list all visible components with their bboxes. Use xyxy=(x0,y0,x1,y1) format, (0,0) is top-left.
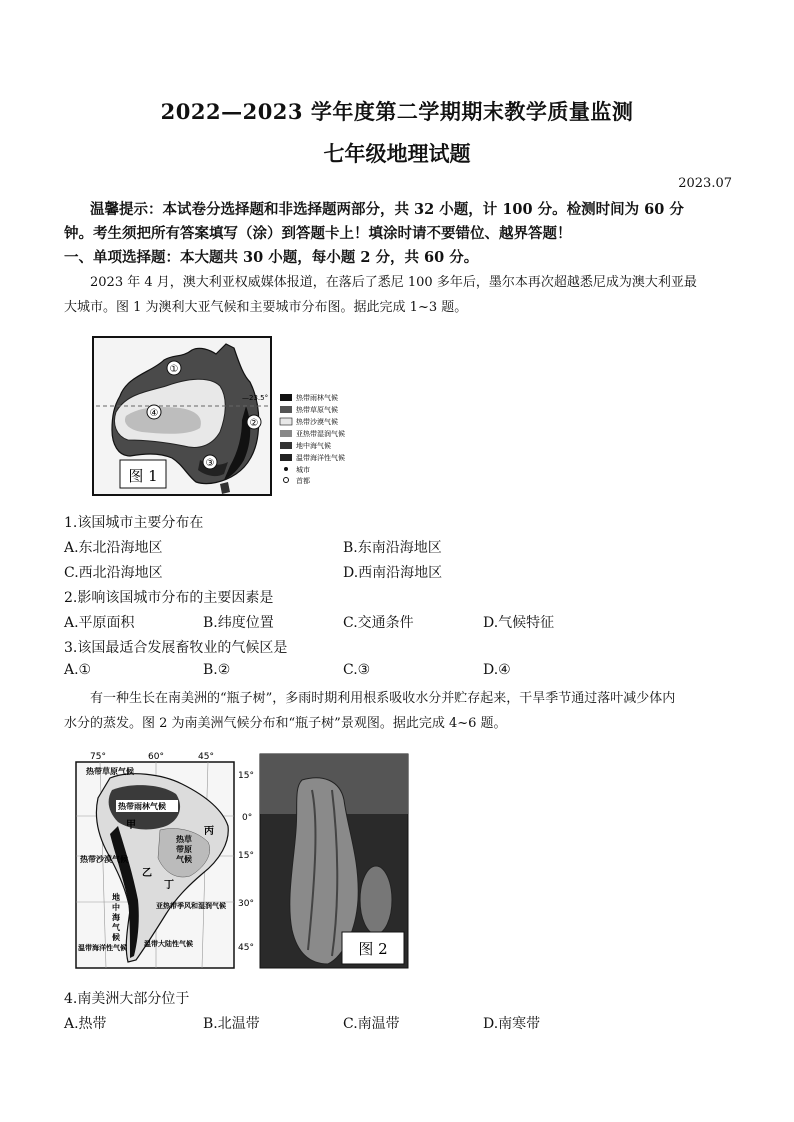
question-4-option-d[interactable]: D.南寒带 xyxy=(483,1016,541,1032)
legend-item-5: 地中海气候 xyxy=(296,442,331,450)
label-subtropical: 亚热带季风和湿润气候 xyxy=(156,902,226,910)
label-yi: 乙 xyxy=(142,868,152,879)
legend-city-dot xyxy=(284,467,288,471)
figure2-south-america xyxy=(72,750,410,972)
section-heading: 一、单项选择题：本大题共 30 小题，每小题 2 分，共 60 分。 xyxy=(64,249,479,266)
figure2-svg xyxy=(72,750,410,972)
label-desert: 热带沙漠气候 xyxy=(80,855,128,864)
label-jia: 甲 xyxy=(126,820,136,831)
legend-item-8: 首都 xyxy=(296,477,310,485)
legend-swatch-3 xyxy=(280,418,292,425)
label-top-savanna: 热带草原气候 xyxy=(86,767,134,776)
label-continental: 温带大陆性气候 xyxy=(144,940,193,948)
exam-title: 2022—2023 学年度第二学期期末教学质量监测 xyxy=(160,99,634,124)
latitude-label: —23.5° xyxy=(242,394,269,402)
question-1-option-c[interactable]: C.西北沿海地区 xyxy=(64,565,163,581)
exam-subtitle: 七年级地理试题 xyxy=(323,141,471,166)
question-4-stem: 4.南美洲大部分位于 xyxy=(64,991,190,1007)
passage2-line-2: 水分的蒸发。图 2 为南美洲气候分布和“瓶子树”景观图。据此完成 4~6 题。 xyxy=(64,716,507,731)
passage1-line-1: 2023 年 4 月，澳大利亚权威媒体报道，在落后了悉尼 100 多年后，墨尔本再次超越悉尼成为澳大利亚最 xyxy=(90,275,697,290)
label-med-3: 海 xyxy=(112,913,120,922)
lat-label-45s: 45° xyxy=(238,943,254,953)
label-rainforest: 热带雨林气候 xyxy=(118,802,166,811)
question-4-option-a[interactable]: A.热带 xyxy=(64,1016,107,1032)
legend-swatch-1 xyxy=(280,394,292,401)
lon-label-60: 60° xyxy=(148,752,164,762)
notice-line-1: 温馨提示：本试卷分选择题和非选择题两部分，共 32 小题，计 100 分。检测时间为 60 分 xyxy=(90,201,684,218)
question-2-option-d[interactable]: D.气候特征 xyxy=(483,615,555,631)
lat-label-30s: 30° xyxy=(238,899,254,909)
legend-swatch-2 xyxy=(280,406,292,413)
question-2-stem: 2.影响该国城市分布的主要因素是 xyxy=(64,590,274,606)
label-savanna-6: 候 xyxy=(184,855,192,864)
legend-item-3: 热带沙漠气候 xyxy=(296,418,338,426)
label-bing: 丙 xyxy=(204,826,214,837)
question-2-option-a[interactable]: A.平原面积 xyxy=(64,615,135,631)
figure1-label: 图 1 xyxy=(128,467,158,485)
label-savanna-3: 草 xyxy=(184,835,192,844)
figure2-label: 图 2 xyxy=(358,940,388,958)
notice-line-2: 钟。考生须把所有答案填写（涂）到答题卡上！填涂时请不要错位、越界答题！ xyxy=(64,225,572,242)
figure1-australia-map xyxy=(92,336,354,496)
label-med-2: 中 xyxy=(112,903,120,912)
inner-region xyxy=(125,407,201,434)
marker-2: ② xyxy=(249,418,259,429)
legend-item-2: 热带草原气候 xyxy=(296,406,338,414)
legend-item-6: 温带海洋性气候 xyxy=(296,454,345,462)
exam-date: 2023.07 xyxy=(678,176,732,191)
question-2-option-b[interactable]: B.纬度位置 xyxy=(203,615,274,631)
legend-swatch-6 xyxy=(280,454,292,461)
legend-item-7: 城市 xyxy=(296,466,310,474)
question-1-option-a[interactable]: A.东北沿海地区 xyxy=(64,540,163,556)
passage2-line-1: 有一种生长在南美洲的“瓶子树”，多雨时期利用根系吸收水分并贮存起来，干旱季节通过落叶减少体内 xyxy=(90,691,676,706)
question-1-option-b[interactable]: B.东南沿海地区 xyxy=(343,540,442,556)
question-2-option-c[interactable]: C.交通条件 xyxy=(343,615,414,631)
question-3-option-a[interactable]: A.① xyxy=(64,662,92,678)
legend-swatch-5 xyxy=(280,442,292,449)
label-oceanic: 温带海洋性气候 xyxy=(78,944,127,952)
marker-1: ① xyxy=(169,364,179,375)
legend-swatch-4 xyxy=(280,430,292,437)
figure1-legend xyxy=(280,393,345,485)
question-4-option-c[interactable]: C.南温带 xyxy=(343,1016,400,1032)
question-1-stem: 1.该国城市主要分布在 xyxy=(64,515,204,531)
lon-label-75: 75° xyxy=(90,752,106,762)
label-savanna-5: 气 xyxy=(176,855,184,864)
question-1-option-d[interactable]: D.西南沿海地区 xyxy=(343,565,443,581)
question-3-stem: 3.该国最适合发展畜牧业的气候区是 xyxy=(64,640,288,656)
question-4-option-b[interactable]: B.北温带 xyxy=(203,1016,260,1032)
label-savanna-4: 原 xyxy=(184,845,192,854)
question-3-option-b[interactable]: B.② xyxy=(203,662,231,678)
question-3-option-c[interactable]: C.③ xyxy=(343,662,371,678)
question-3-option-d[interactable]: D.④ xyxy=(483,662,511,678)
label-med-4: 气 xyxy=(112,923,120,932)
label-savanna-2: 带 xyxy=(176,845,184,854)
legend-capital-dot xyxy=(284,478,289,483)
label-med-5: 候 xyxy=(112,933,120,942)
label-ding: 丁 xyxy=(164,880,174,891)
legend-item-4: 亚热带湿润气候 xyxy=(296,430,345,438)
marker-3: ③ xyxy=(205,458,215,469)
lat-label-15s: 15° xyxy=(238,851,254,861)
small-bottle-tree xyxy=(360,866,392,934)
legend-item-1: 热带雨林气候 xyxy=(296,394,338,402)
lat-label-0: 0° xyxy=(242,813,253,823)
lat-label-15n: 15° xyxy=(238,771,254,781)
label-savanna-1: 热 xyxy=(176,835,184,844)
label-med-1: 地 xyxy=(112,893,120,902)
figure1-svg xyxy=(92,336,354,496)
passage1-line-2: 大城市。图 1 为澳利大亚气候和主要城市分布图。据此完成 1~3 题。 xyxy=(64,300,468,315)
marker-4: ④ xyxy=(149,408,159,419)
bottle-tree-photo xyxy=(260,754,408,968)
lon-label-45: 45° xyxy=(198,752,214,762)
